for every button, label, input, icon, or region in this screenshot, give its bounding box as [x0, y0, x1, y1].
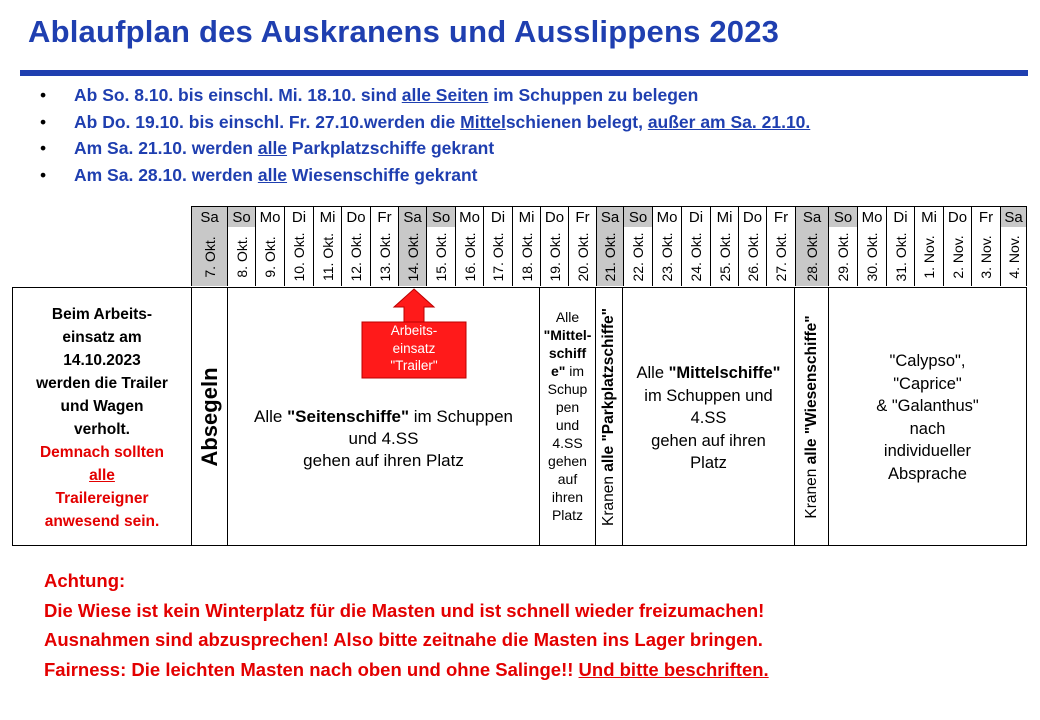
day-date: 2. Nov. [943, 227, 971, 286]
day-date: 27. Okt. [766, 227, 795, 286]
day-date: 30. Okt. [857, 227, 886, 286]
day-date: 17. Okt. [483, 227, 512, 286]
day-of-week: Di [284, 206, 313, 227]
day-date: 25. Okt. [710, 227, 738, 286]
day-of-week: Do [341, 206, 370, 227]
info-red-line: alle [89, 467, 115, 484]
bullet-2: • Ab Do. 19.10. bis einschl. Fr. 27.10.werden die Mittelschienen belegt, außer am Sa. 21.10. [40, 109, 810, 136]
seitenschiffe-cell: Alle "Seitenschiffe" im Schuppen und 4.SS gehen auf ihren Platz [227, 287, 540, 546]
day-of-week: Fr [568, 206, 596, 227]
day-of-week: Mo [255, 206, 284, 227]
day-date: 21. Okt. [596, 227, 623, 286]
day-date: 10. Okt. [284, 227, 313, 286]
day-date: 7. Okt. [191, 227, 227, 286]
absegeln-label: Absegeln [196, 366, 222, 467]
parkplatz-cell: Kranen alle "Parkplatzschiffe" [595, 287, 623, 546]
notes-heading: Achtung: [44, 570, 126, 591]
day-date: 8. Okt. [227, 227, 255, 286]
day-date: 1. Nov. [914, 227, 943, 286]
arbeitseinsatz-callout: Arbeits- einsatz "Trailer" [390, 323, 438, 373]
info-red-line: Trailereigner [55, 490, 149, 507]
day-date: 22. Okt. [623, 227, 652, 286]
info-line: werden die Trailer [36, 375, 168, 392]
day-date: 28. Okt. [795, 227, 828, 286]
info-line: verholt. [74, 421, 130, 438]
day-date: 18. Okt. [512, 227, 540, 286]
day-date: 12. Okt. [341, 227, 370, 286]
day-date: 29. Okt. [828, 227, 857, 286]
info-line: Beim Arbeits- [51, 306, 153, 323]
day-of-week: Mi [313, 206, 341, 227]
page-title: Ablaufplan des Auskranens und Ausslippens 2023 [28, 14, 780, 49]
day-date: 26. Okt. [738, 227, 766, 286]
day-of-week: Sa [191, 206, 227, 227]
day-of-week: So [828, 206, 857, 227]
day-date: 9. Okt. [255, 227, 284, 286]
named-boats-cell: "Calypso", "Caprice" & "Galanthus" nach individueller Absprache [828, 287, 1027, 546]
day-of-week: Sa [1000, 206, 1027, 227]
day-of-week: Fr [766, 206, 795, 227]
day-of-week: Mo [455, 206, 483, 227]
day-date: 16. Okt. [455, 227, 483, 286]
day-of-week: So [227, 206, 255, 227]
bullet-3: • Am Sa. 21.10. werden alle Parkplatzschiffe gekrant [40, 135, 810, 162]
day-of-week: Fr [971, 206, 1000, 227]
absegeln-cell [191, 287, 228, 546]
mittelschiffe-cell: Alle "Mittelschiffe" im Schuppen und 4.SS gehen auf ihren Platz [622, 287, 795, 546]
day-of-week: Do [943, 206, 971, 227]
day-of-week: Di [886, 206, 914, 227]
day-of-week: Mi [512, 206, 540, 227]
day-date: 20. Okt. [568, 227, 596, 286]
day-date: 13. Okt. [370, 227, 398, 286]
notes-line: Die Wiese ist kein Winterplatz für die Masten und ist schnell wieder freizumachen! [44, 599, 765, 621]
notes-line: Fairness: Die leichten Masten nach oben und ohne Salinge!! Und bitte beschriften. [44, 658, 769, 680]
seitenschiffe-line: gehen auf ihren Platz [303, 451, 464, 470]
bullet-4: • Am Sa. 28.10. werden alle Wiesenschiffe gekrant [40, 162, 810, 189]
trailer-info-cell [12, 287, 192, 546]
day-of-week: So [623, 206, 652, 227]
info-line: 14.10.2023 [63, 352, 141, 369]
day-of-week: Di [681, 206, 710, 227]
day-of-week: Do [540, 206, 568, 227]
info-red-line: anwesend sein. [44, 513, 160, 530]
day-of-week: Mi [914, 206, 943, 227]
info-line: und Wagen [60, 398, 144, 415]
day-date: 11. Okt. [313, 227, 341, 286]
mittelschiffe-narrow-cell: Alle "Mittel- schiff e" im Schup pen und 4.SS gehen auf ihren Platz [539, 287, 596, 546]
day-of-week: Sa [795, 206, 828, 227]
day-of-week: Do [738, 206, 766, 227]
day-of-week: Di [483, 206, 512, 227]
day-date: 14. Okt. [398, 227, 426, 286]
day-of-week: Sa [596, 206, 623, 227]
day-date: 24. Okt. [681, 227, 710, 286]
day-date: 4. Nov. [1000, 227, 1027, 286]
day-of-week: Fr [370, 206, 398, 227]
seitenschiffe-line: und 4.SS [348, 429, 419, 448]
notes-line: Ausnahmen sind abzusprechen! Also bitte zeitnahe die Masten ins Lager bringen. [44, 629, 763, 650]
day-date: 31. Okt. [886, 227, 914, 286]
info-red-line: Demnach sollten [39, 444, 165, 461]
day-of-week: So [426, 206, 455, 227]
day-of-week: Mo [652, 206, 681, 227]
day-of-week: Mo [857, 206, 886, 227]
notes [44, 566, 769, 684]
wiesen-cell: Kranen alle "Wiesenschiffe" [794, 287, 829, 546]
info-line: einsatz am [62, 329, 142, 346]
day-of-week: Mi [710, 206, 738, 227]
day-date: 3. Nov. [971, 227, 1000, 286]
day-date: 15. Okt. [426, 227, 455, 286]
bullet-1: • Ab So. 8.10. bis einschl. Mi. 18.10. sind alle Seiten im Schuppen zu belegen [40, 82, 810, 109]
day-date: 19. Okt. [540, 227, 568, 286]
day-date: 23. Okt. [652, 227, 681, 286]
day-of-week: Sa [398, 206, 426, 227]
